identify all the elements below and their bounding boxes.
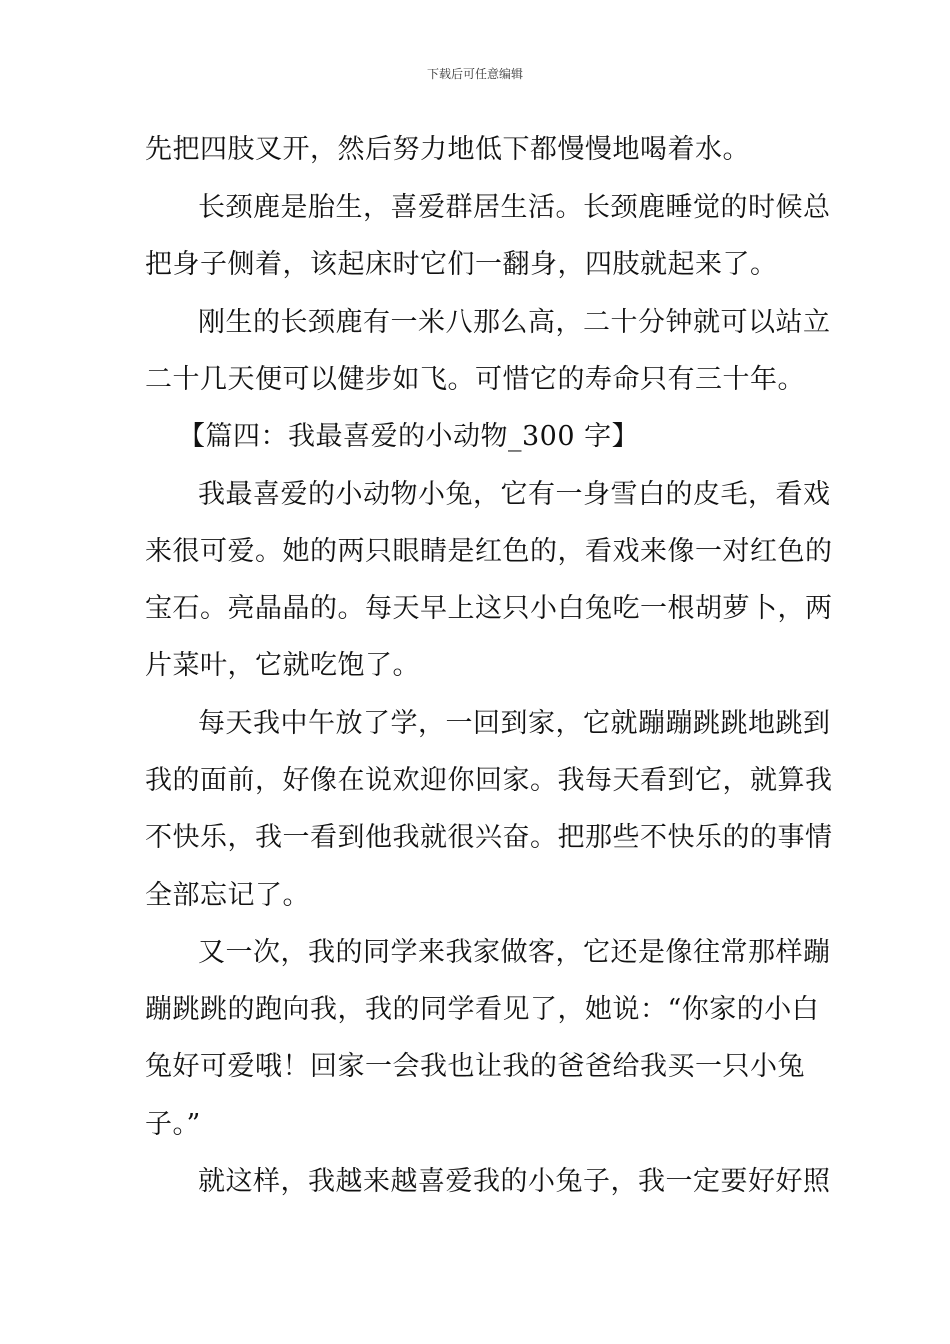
text-line: 把身子侧着，该起床时它们一翻身，四肢就起来了。 [145, 249, 778, 280]
section-heading: 【篇四：我最喜爱的小动物_300 字】 [178, 421, 640, 452]
text-line: 子。” [145, 1109, 201, 1140]
text-line: 就这样，我越来越喜爱我的小兔子，我一定要好好照 [198, 1166, 831, 1197]
text-line: 片菜叶，它就吃饱了。 [145, 650, 420, 681]
text-line: 每天我中午放了学，一回到家，它就蹦蹦跳跳地跳到 [198, 708, 831, 739]
text-line: 不快乐，我一看到他我就很兴奋。把那些不快乐的的事情 [145, 822, 833, 853]
text-line: 蹦跳跳的跑向我，我的同学看见了，她说：“你家的小白 [145, 994, 820, 1025]
text-line: 宝石。亮晶晶的。每天早上这只小白兔吃一根胡萝卜，两 [145, 593, 833, 624]
text-line: 我最喜爱的小动物小兔，它有一身雪白的皮毛，看戏 [198, 479, 831, 510]
text-line: 兔好可爱哦！回家一会我也让我的爸爸给我买一只小兔 [145, 1051, 805, 1082]
text-line: 长颈鹿是胎生，喜爱群居生活。长颈鹿睡觉的时候总 [198, 192, 831, 223]
text-line: 又一次，我的同学来我家做客，它还是像往常那样蹦 [198, 937, 831, 968]
page-header: 下载后可任意编辑 [426, 67, 523, 81]
text-line: 来很可爱。她的两只眼睛是红色的，看戏来像一对红色的 [145, 536, 833, 567]
text-line: 全部忘记了。 [145, 880, 310, 911]
text-line: 先把四肢叉开，然后努力地低下都慢慢地喝着水。 [145, 134, 750, 165]
text-line: 二十几天便可以健步如飞。可惜它的寿命只有三十年。 [145, 364, 805, 395]
text-line: 我的面前，好像在说欢迎你回家。我每天看到它，就算我 [145, 765, 833, 796]
text-line: 刚生的长颈鹿有一米八那么高，二十分钟就可以站立 [198, 307, 831, 338]
